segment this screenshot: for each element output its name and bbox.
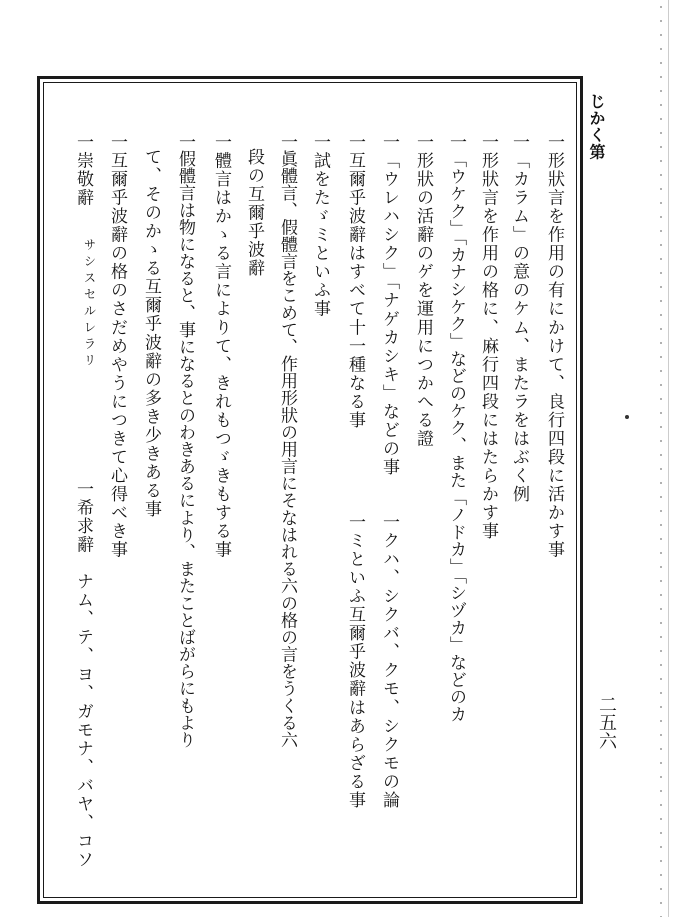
column-4: 一「ウケク」「カナシケク」などのケク、また「ノドカ」「シヅカ」などのカ xyxy=(446,133,466,723)
column-15-lower: 一希求辭 ナム、テ、ヨ、ガモナ、バヤ、コソ xyxy=(73,480,93,870)
column-9: 一眞體言、假體言をこめて、作用形狀の用言にそなはれる六の格の言をうくる六 xyxy=(277,133,297,749)
page-number: 二五六 xyxy=(596,695,617,751)
column-6-lower: 一クハ、シクバ、クモ、シクモの論 xyxy=(379,513,399,810)
column-7: 一互爾乎波辭はすべて十一種なる事 xyxy=(345,133,365,430)
column-15: 一崇敬辭 xyxy=(73,133,93,208)
column-5: 一形狀の活辭のゲを運用につかへる證 xyxy=(413,133,433,449)
column-12: 一假體言は物になると、事になるとのわきあるにより、またことばがらにもより xyxy=(175,133,195,749)
column-15-readings: サシスセルレラリ xyxy=(82,238,97,370)
column-2: 一「カラム」の意のケム、またラをはぶく例 xyxy=(509,133,529,504)
column-1: 一形狀言を作用の有にかけて、良行四段に活かす事 xyxy=(544,133,564,560)
running-head: じかく第 xyxy=(587,93,606,161)
column-7-lower: 一ミといふ互爾乎波辭はあらざる事 xyxy=(345,513,365,810)
column-10: 段の互爾乎波辭 xyxy=(244,148,264,278)
column-14: 一互爾乎波辭の格のさだめやうにつきて心得べき事 xyxy=(107,133,127,560)
column-13: て、そのかゝる互爾乎波辭の多き少きある事 xyxy=(141,148,161,519)
binding-line xyxy=(668,0,669,917)
column-11: 一體言はかゝる言によりて、きれもつゞきもする事 xyxy=(211,133,231,560)
binding-edge xyxy=(658,0,666,917)
stray-mark xyxy=(625,415,629,419)
column-6: 一「ウレハシク」「ナゲカシキ」などの事 xyxy=(379,133,399,477)
column-8: 一試をたゞミといふ事 xyxy=(310,133,330,319)
column-3: 一形狀言を作用の格に、麻行四段にはたらかす事 xyxy=(478,133,498,541)
